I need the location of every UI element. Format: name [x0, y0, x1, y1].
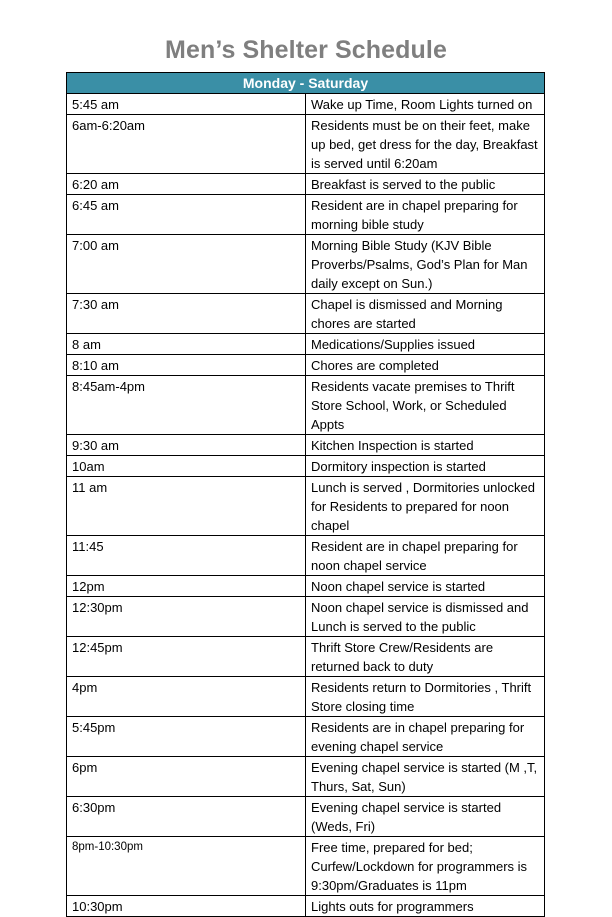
- activity-cell: Resident are in chapel preparing for morning bible study: [306, 195, 545, 235]
- page-title: Men’s Shelter Schedule: [165, 36, 447, 64]
- table-row: [67, 797, 545, 837]
- time-cell: 11:45: [67, 536, 306, 576]
- activity-cell: Kitchen Inspection is started: [306, 435, 545, 456]
- table-row: [67, 837, 545, 896]
- time-cell: 10am: [67, 456, 306, 477]
- time-cell: 6am-6:20am: [67, 115, 306, 174]
- time-cell: 11 am: [67, 477, 306, 536]
- activity-cell: Evening chapel service is started (M ,T, Thurs, Sat, Sun): [306, 757, 545, 797]
- time-cell: 6:30pm: [67, 797, 306, 837]
- time-cell: 6:45 am: [67, 195, 306, 235]
- table-row: [67, 536, 545, 576]
- table-row: [67, 195, 545, 235]
- activity-cell: Noon chapel service is dismissed and Lunch is served to the public: [306, 597, 545, 637]
- activity-cell: Morning Bible Study (KJV Bible Proverbs/Psalms, God’s Plan for Man daily except on Sun.): [306, 235, 545, 294]
- table-row: [67, 435, 545, 456]
- time-cell: 12pm: [67, 576, 306, 597]
- time-cell: 5:45pm: [67, 717, 306, 757]
- table-row: [67, 456, 545, 477]
- table-row: [67, 477, 545, 536]
- time-cell: 8:10 am: [67, 355, 306, 376]
- activity-cell: Medications/Supplies issued: [306, 334, 545, 355]
- time-cell: 7:30 am: [67, 294, 306, 334]
- table-row: [67, 757, 545, 797]
- time-cell: 5:45 am: [67, 94, 306, 115]
- table-row: [67, 576, 545, 597]
- table-row: [67, 896, 545, 917]
- activity-cell: Thrift Store Crew/Residents are returned back to duty: [306, 637, 545, 677]
- activity-cell: Residents vacate premises to Thrift Store School, Work, or Scheduled Appts: [306, 376, 545, 435]
- table-row: [67, 174, 545, 195]
- time-cell: 10:30pm: [67, 896, 306, 917]
- time-cell: 6pm: [67, 757, 306, 797]
- activity-cell: Residents return to Dormitories , Thrift Store closing time: [306, 677, 545, 717]
- table-row: [67, 637, 545, 677]
- activity-cell: Lights outs for programmers: [306, 896, 545, 917]
- time-cell: 12:30pm: [67, 597, 306, 637]
- table-row: [67, 677, 545, 717]
- activity-cell: Dormitory inspection is started: [306, 456, 545, 477]
- schedule-table: [66, 72, 545, 917]
- time-cell: 8pm-10:30pm: [67, 837, 306, 896]
- table-header-row: [67, 73, 545, 94]
- time-cell: 6:20 am: [67, 174, 306, 195]
- activity-cell: Free time, prepared for bed; Curfew/Lockdown for programmers is 9:30pm/Graduates is 11pm: [306, 837, 545, 896]
- activity-cell: Evening chapel service is started (Weds, Fri): [306, 797, 545, 837]
- table-row: [67, 717, 545, 757]
- time-cell: 4pm: [67, 677, 306, 717]
- activity-cell: Chores are completed: [306, 355, 545, 376]
- activity-cell: Residents are in chapel preparing for evening chapel service: [306, 717, 545, 757]
- activity-cell: Resident are in chapel preparing for noon chapel service: [306, 536, 545, 576]
- time-cell: 7:00 am: [67, 235, 306, 294]
- table-row: [67, 355, 545, 376]
- table-row: [67, 294, 545, 334]
- table-row: [67, 235, 545, 294]
- activity-cell: Residents must be on their feet, make up bed, get dress for the day, Breakfast is served until 6:20am: [306, 115, 545, 174]
- table-row: [67, 597, 545, 637]
- table-row: [67, 334, 545, 355]
- table-row: [67, 376, 545, 435]
- activity-cell: Wake up Time, Room Lights turned on: [306, 94, 545, 115]
- time-cell: 8 am: [67, 334, 306, 355]
- activity-cell: Chapel is dismissed and Morning chores are started: [306, 294, 545, 334]
- time-cell: 8:45am-4pm: [67, 376, 306, 435]
- time-cell: 12:45pm: [67, 637, 306, 677]
- activity-cell: Breakfast is served to the public: [306, 174, 545, 195]
- activity-cell: Lunch is served , Dormitories unlocked for Residents to prepared for noon chapel: [306, 477, 545, 536]
- activity-cell: Noon chapel service is started: [306, 576, 545, 597]
- time-cell: 9:30 am: [67, 435, 306, 456]
- day-range-header: Monday - Saturday: [67, 73, 545, 94]
- table-row: [67, 94, 545, 115]
- table-row: [67, 115, 545, 174]
